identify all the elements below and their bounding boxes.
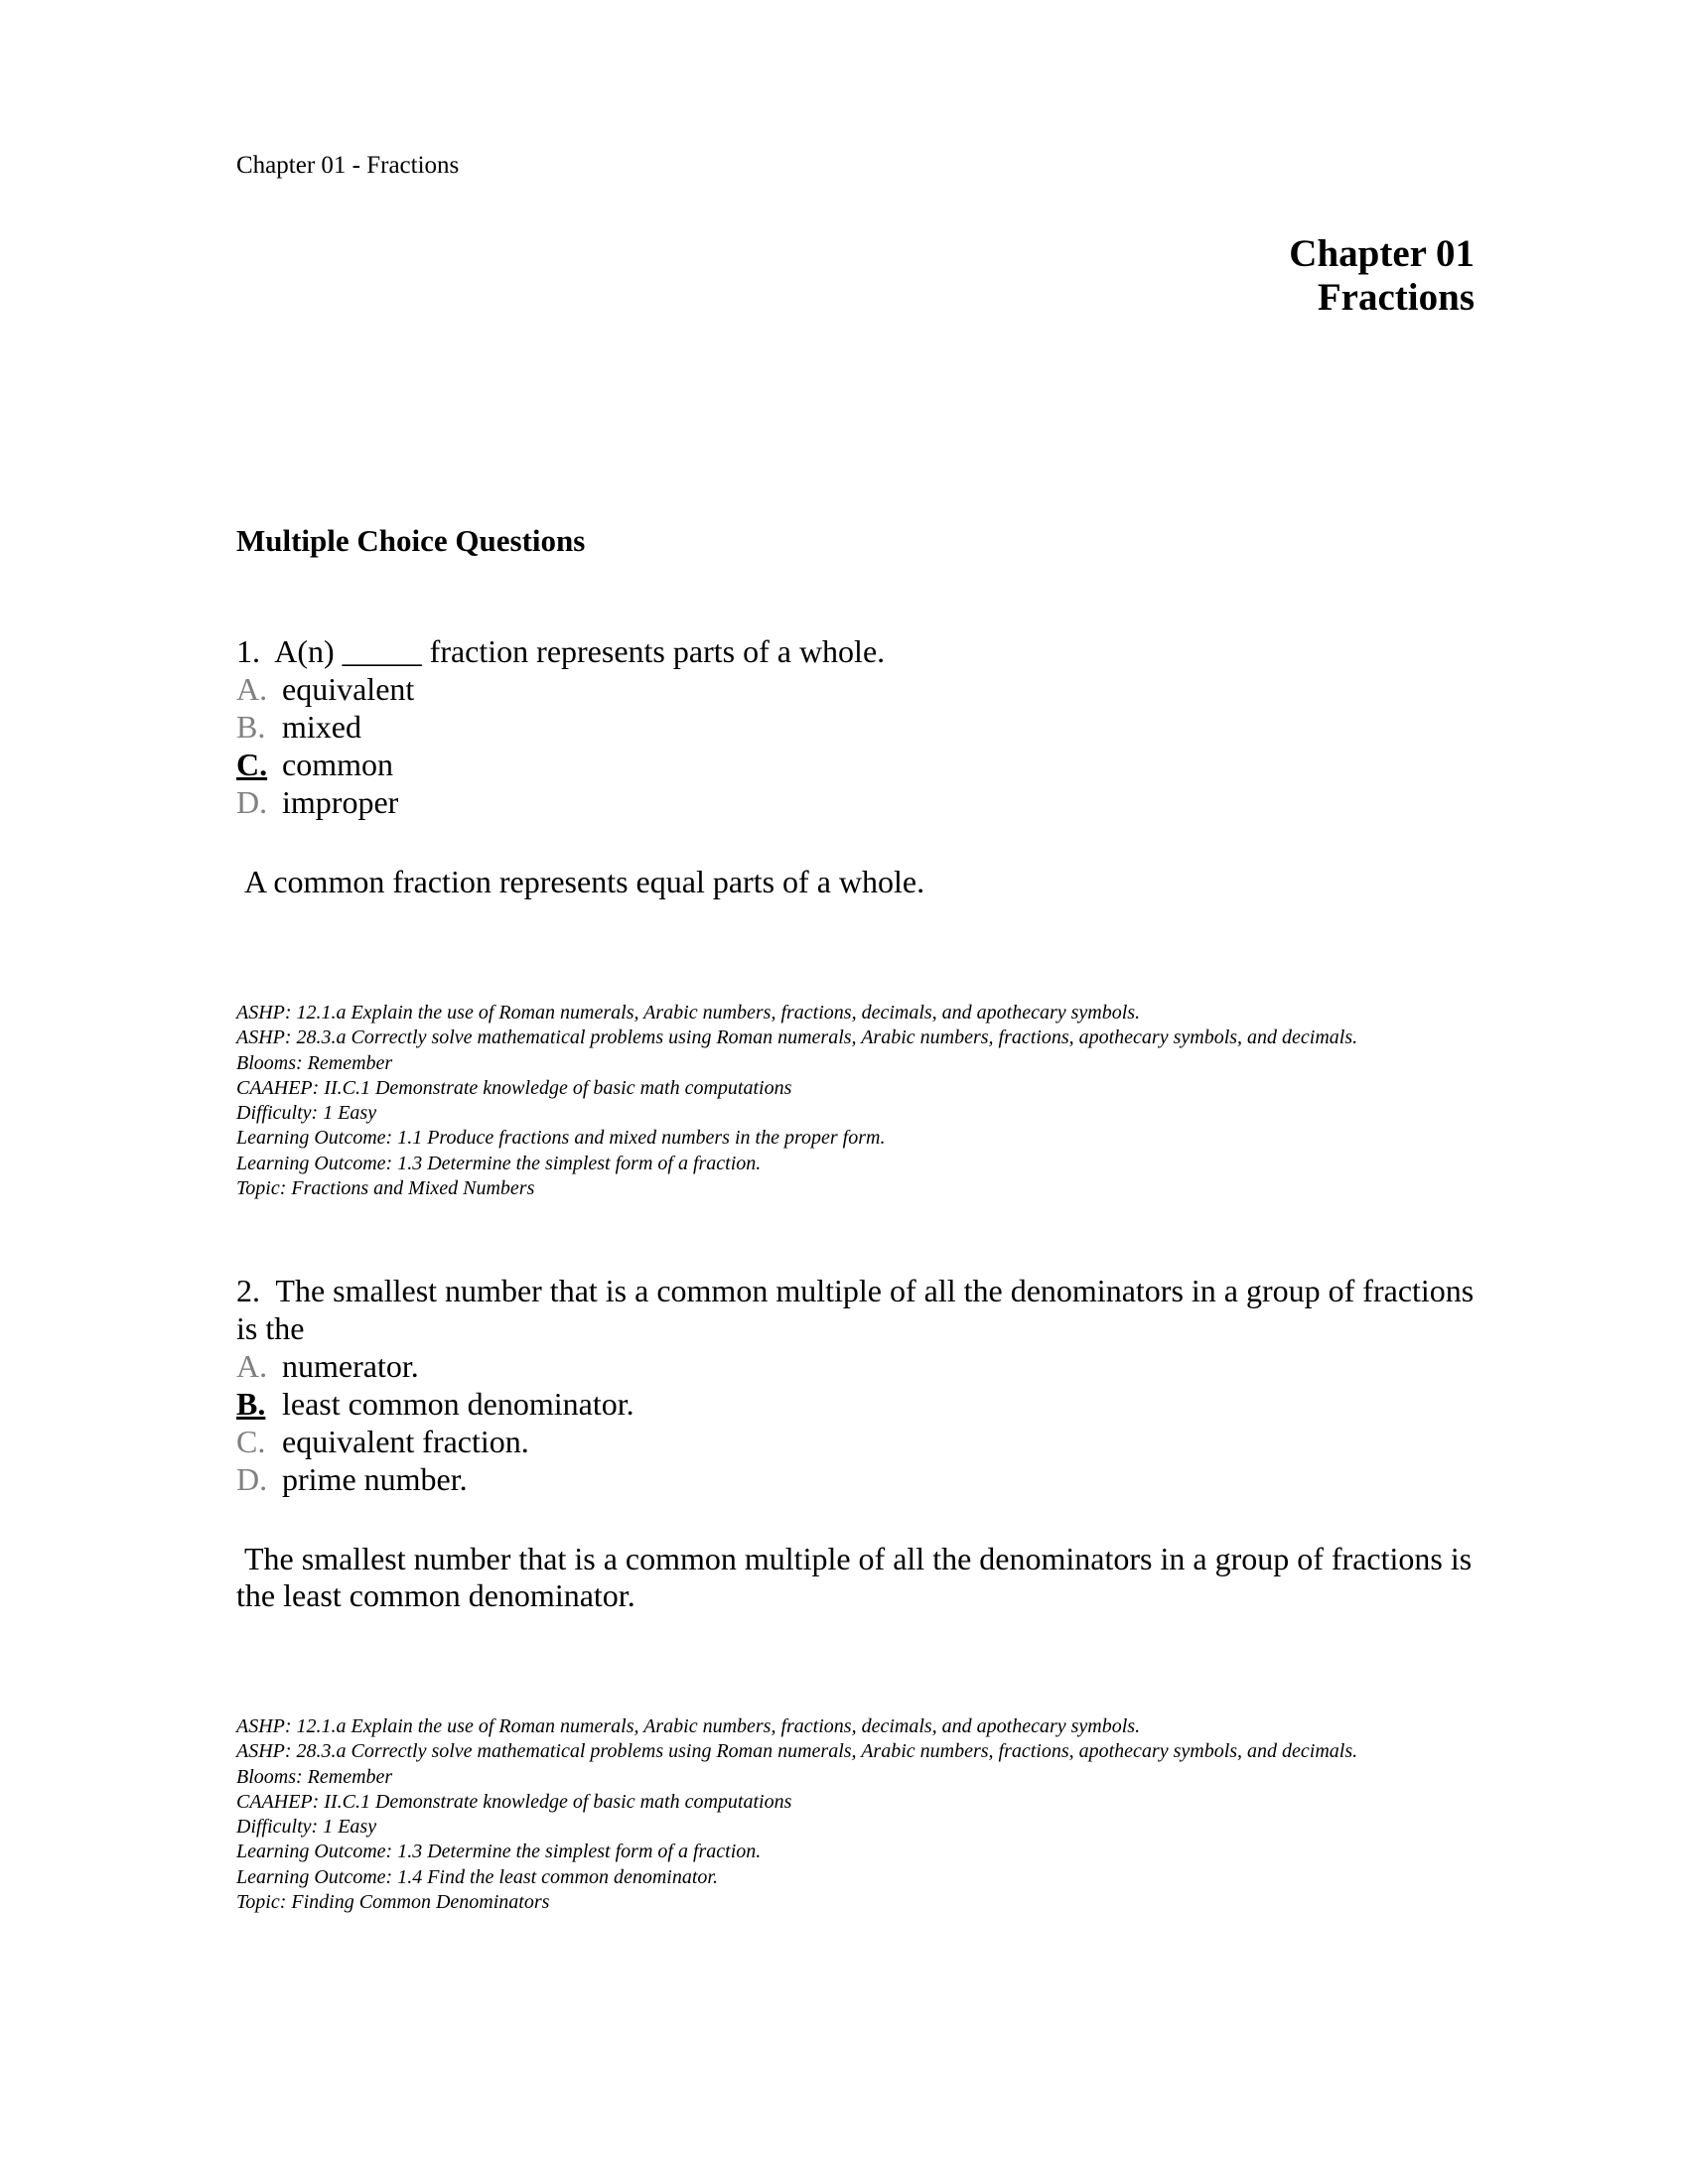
explanation-text: A common fraction represents equal parts of a whole. <box>244 864 925 899</box>
option-d <box>236 783 1477 821</box>
explanation-text: The smallest number that is a common multiple of all the denominators in a group of fractions is the least common denominator. <box>236 1541 1473 1613</box>
option-text: common <box>282 747 393 782</box>
question-number: 1. <box>236 633 260 669</box>
meta-line: ASHP: 12.1.a Explain the use of Roman numerals, Arabic numbers, fractions, decimals, and apothecary symbols. <box>236 1715 1141 1737</box>
question-stem <box>236 1272 1477 1347</box>
meta-line: CAAHEP: II.C.1 Demonstrate knowledge of basic math computations <box>236 1076 792 1099</box>
metadata-1 <box>236 1001 1357 1201</box>
meta-line: Blooms: Remember <box>236 1765 393 1788</box>
option-d <box>236 1460 1477 1498</box>
option-letter: B. <box>236 1386 266 1422</box>
meta-line: Difficulty: 1 Easy <box>236 1816 377 1839</box>
option-a <box>236 670 1477 708</box>
option-letter: B. <box>236 709 266 745</box>
meta-line: Learning Outcome: 1.4 Find the least common denominator. <box>236 1865 718 1888</box>
question-1 <box>236 632 1477 821</box>
meta-line: Learning Outcome: 1.1 Produce fractions and mixed numbers in the proper form. <box>236 1127 886 1150</box>
metadata-2 <box>236 1714 1357 1915</box>
option-text: prime number. <box>282 1461 468 1497</box>
option-letter: A. <box>236 1348 268 1384</box>
explanation-1 <box>236 864 1477 900</box>
question-text: The smallest number that is a common multiple of all the denominators in a group of fractions is the <box>236 1273 1475 1346</box>
meta-line: Blooms: Remember <box>236 1051 393 1074</box>
question-number: 2. <box>236 1273 260 1308</box>
meta-line: Learning Outcome: 1.3 Determine the simplest form of a fraction. <box>236 1841 762 1863</box>
meta-line: Topic: Finding Common Denominators <box>236 1891 550 1914</box>
option-letter: D. <box>236 1461 268 1497</box>
chapter-title-line2: Fractions <box>1317 276 1475 319</box>
meta-line: Difficulty: 1 Easy <box>236 1102 377 1125</box>
option-text: least common denominator. <box>282 1386 634 1422</box>
question-stem <box>236 632 1477 670</box>
meta-line: ASHP: 12.1.a Explain the use of Roman numerals, Arabic numbers, fractions, decimals, and apothecary symbols. <box>236 1002 1141 1024</box>
option-text: mixed <box>282 709 361 745</box>
option-b-correct <box>236 1385 1477 1423</box>
option-letter: C. <box>236 747 268 782</box>
option-a <box>236 1347 1477 1385</box>
chapter-title <box>1289 232 1475 320</box>
option-letter: C. <box>236 1424 266 1459</box>
meta-line: ASHP: 28.3.a Correctly solve mathematical problems using Roman numerals, Arabic numbers, fractions, apothecary symbols, and decimals. <box>236 1026 1358 1049</box>
meta-line: Topic: Fractions and Mixed Numbers <box>236 1177 535 1200</box>
option-text: equivalent fraction. <box>282 1424 529 1459</box>
meta-line: Learning Outcome: 1.3 Determine the simplest form of a fraction. <box>236 1152 762 1174</box>
meta-line: CAAHEP: II.C.1 Demonstrate knowledge of basic math computations <box>236 1790 792 1813</box>
meta-line: ASHP: 28.3.a Correctly solve mathematical problems using Roman numerals, Arabic numbers, fractions, apothecary symbols, and decimals. <box>236 1740 1358 1763</box>
option-c-correct <box>236 746 1477 783</box>
chapter-title-line1: Chapter 01 <box>1289 232 1475 275</box>
option-b <box>236 708 1477 746</box>
question-2 <box>236 1272 1477 1498</box>
option-text: improper <box>282 784 399 820</box>
running-header: Chapter 01 - Fractions <box>236 152 460 179</box>
option-text: numerator. <box>282 1348 419 1384</box>
option-c <box>236 1423 1477 1460</box>
section-heading: Multiple Choice Questions <box>236 523 586 558</box>
question-text: A(n) _____ fraction represents parts of a whole. <box>274 633 886 669</box>
option-text: equivalent <box>282 671 415 707</box>
option-letter: A. <box>236 671 268 707</box>
option-letter: D. <box>236 784 268 820</box>
explanation-2 <box>236 1541 1477 1614</box>
